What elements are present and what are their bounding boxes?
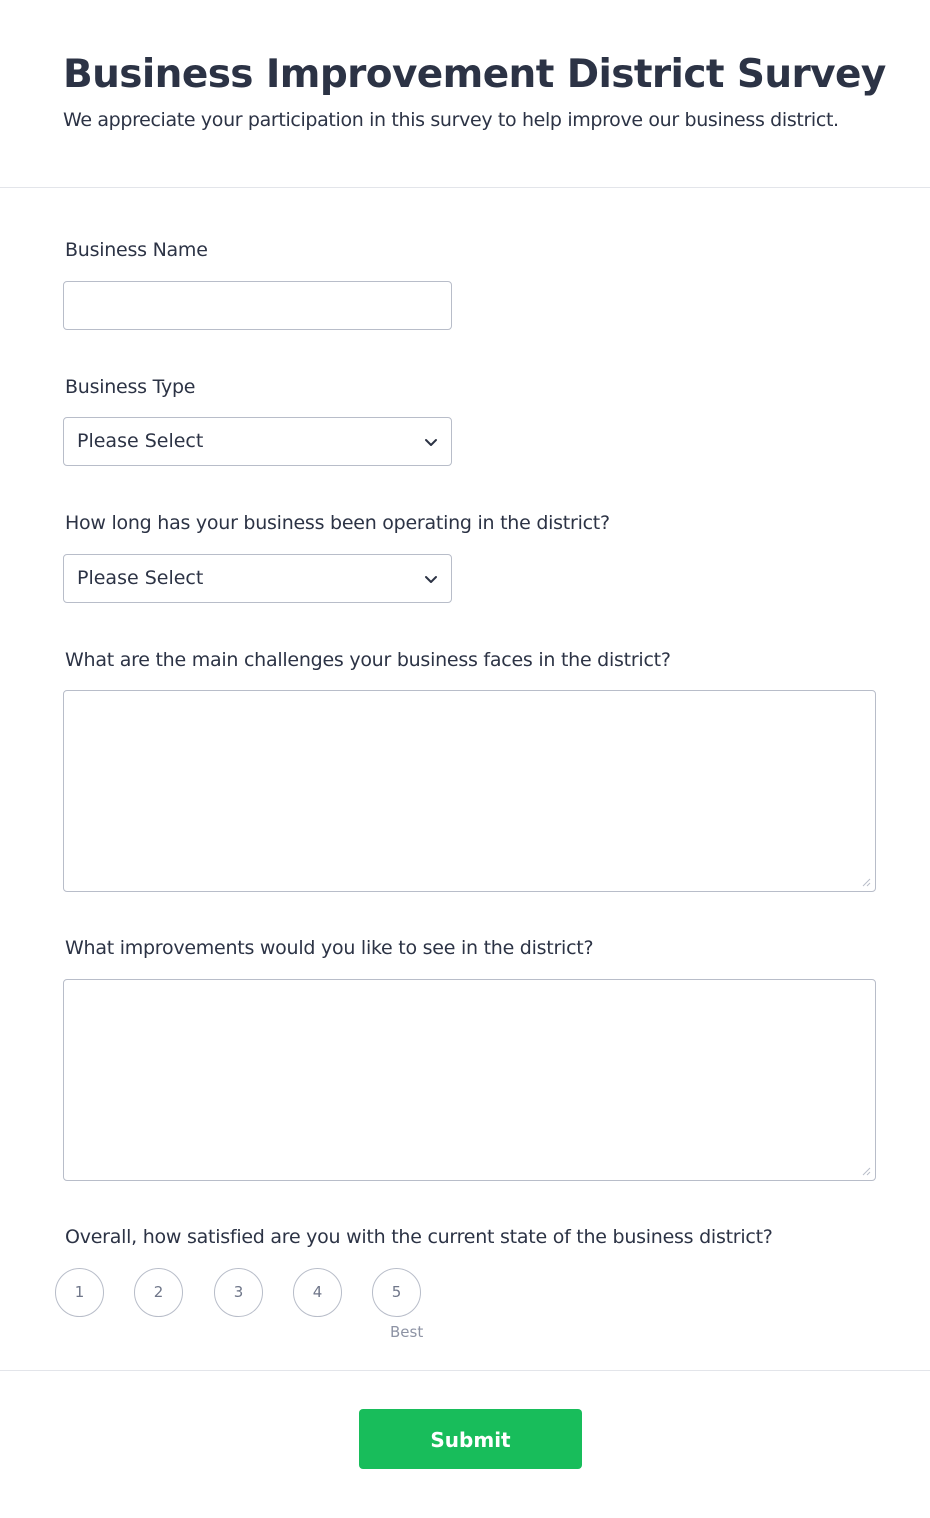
challenges-label: What are the main challenges your business faces in the district?	[65, 649, 671, 671]
submit-button[interactable]: Submit	[359, 1409, 582, 1469]
chevron-down-icon	[423, 434, 439, 450]
rating-best-caption: Best	[390, 1323, 424, 1341]
business-name-label: Business Name	[65, 239, 208, 261]
chevron-down-icon	[423, 571, 439, 587]
form-header	[0, 0, 930, 188]
rating-option-3[interactable]: 3	[214, 1268, 263, 1317]
improvements-label: What improvements would you like to see in the district?	[65, 937, 594, 959]
operating-duration-selected-value: Please Select	[77, 567, 204, 589]
rating-option-5[interactable]: 5	[372, 1268, 421, 1317]
page-subtitle: We appreciate your participation in this survey to help improve our business district.	[63, 109, 839, 131]
satisfaction-label: Overall, how satisfied are you with the current state of the business district?	[65, 1226, 773, 1248]
operating-duration-label: How long has your business been operating in the district?	[65, 512, 610, 534]
challenges-textarea[interactable]	[63, 690, 876, 892]
resize-grip-icon[interactable]	[861, 877, 871, 887]
page-title: Business Improvement District Survey	[63, 52, 886, 97]
footer-divider	[0, 1370, 930, 1371]
improvements-textarea[interactable]	[63, 979, 876, 1181]
business-type-label: Business Type	[65, 376, 196, 398]
rating-option-2[interactable]: 2	[134, 1268, 183, 1317]
resize-grip-icon[interactable]	[861, 1166, 871, 1176]
rating-option-1[interactable]: 1	[55, 1268, 104, 1317]
business-name-input[interactable]	[63, 281, 452, 330]
business-type-selected-value: Please Select	[77, 430, 204, 452]
operating-duration-select[interactable]	[63, 554, 452, 603]
business-type-select[interactable]	[63, 417, 452, 466]
rating-option-4[interactable]: 4	[293, 1268, 342, 1317]
